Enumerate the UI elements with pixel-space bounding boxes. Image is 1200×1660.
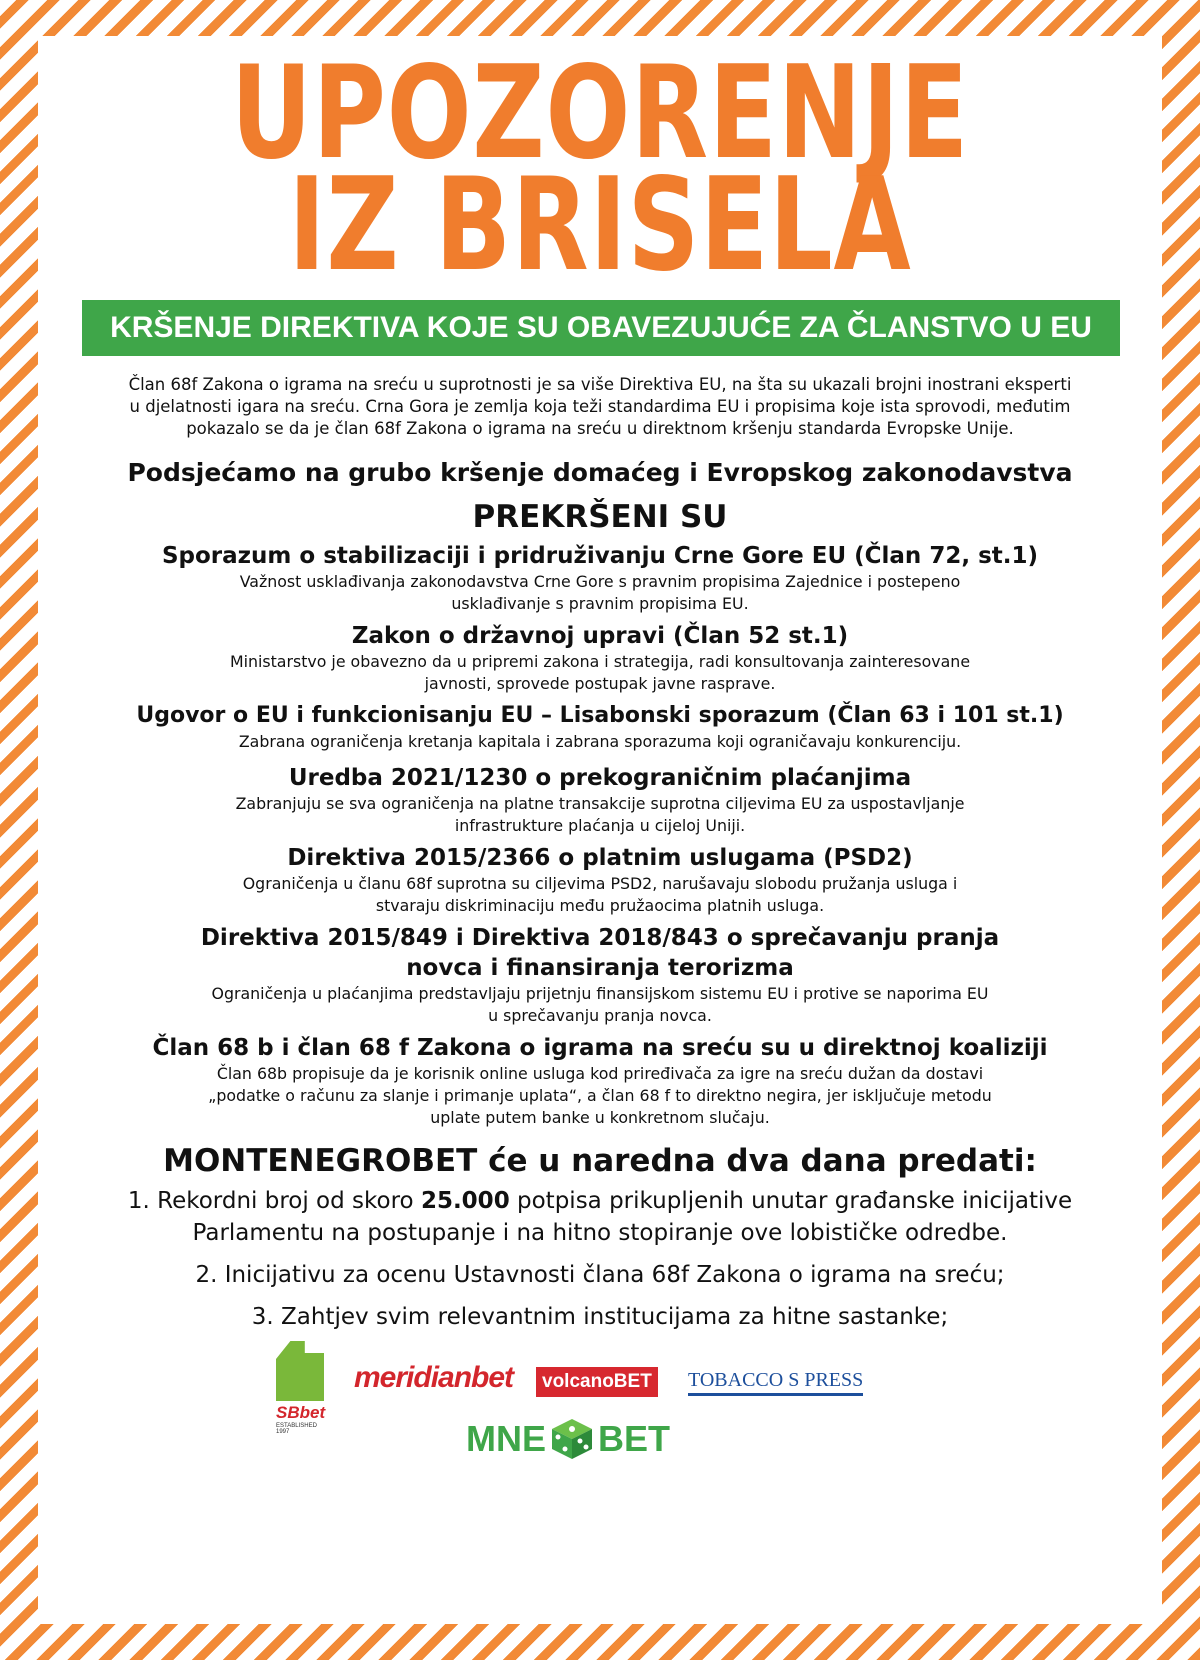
item-title: Član 68 b i član 68 f Zakona o igrama na sreću su u direktnoj koaliziji	[152, 1035, 1048, 1061]
item-desc: Zabrana ograničenja kretanja kapitala i zabrana sporazuma koji ograničavaju konkurenciju.	[238, 732, 962, 751]
green-banner: KRŠENJE DIREKTIVA KOJE SU OBAVEZUJUĆE ZA ČLANSTVO U EU	[82, 300, 1120, 356]
mnebet-mne: MNE	[466, 1418, 546, 1459]
item-desc: Ograničenja u članu 68f suprotna su ciljevima PSD2, narušavaju slobodu pružanja usluga i stvaraju diskriminaciju među pružaocima platnih usluga.	[242, 874, 958, 915]
sbbet-wordmark: SBbet	[276, 1403, 326, 1422]
item-title: Uredba 2021/1230 o prekograničnim plaćanjima	[288, 765, 912, 791]
logo-row	[38, 1341, 1162, 1491]
sbbet-logo	[276, 1341, 326, 1435]
title-line-2: IZ BRISELA	[288, 151, 912, 300]
poster	[38, 36, 1162, 1624]
dice-icon	[550, 1417, 594, 1461]
item-desc: Važnost usklađivanja zakonodavstva Crne Gore s pravnim propisima Zajednice i postepeno usklađivanje s pravnim propisima EU.	[239, 572, 961, 613]
item-desc: Ministarstvo je obavezno da u pripremi zakona i strategija, radi konsultovanja zainteresovane javnosti, sprovede postupak javne rasprave.	[229, 652, 971, 693]
sbbet-established: ESTABLISHED 1997	[276, 1423, 317, 1435]
list-item-1-suffix: potpisa prikupljenih unutar građanske inicijative Parlamentu na postupanje i na hitno stopiranje ove lobističke odredbe.	[192, 1188, 1073, 1246]
item-title: Direktiva 2015/849 i Direktiva 2018/843 o sprečavanju pranja novca i finansiranja terorizma	[200, 925, 1000, 981]
item-title: Sporazum o stabilizaciji i pridruživanju Crne Gore EU (Član 72, st.1)	[161, 543, 1039, 569]
list-item-3: 3. Zahtjev svim relevantnim institucijama za hitne sastanke;	[251, 1304, 949, 1330]
volcanobet-logo: volcanoBET	[536, 1367, 658, 1397]
announce-heading: MONTENEGROBET će u naredna dva dana predati:	[163, 1143, 1037, 1179]
meridianbet-logo: meridianbet	[354, 1361, 514, 1394]
item-desc: Član 68b propisuje da je korisnik online usluga kod priređivača za igre na sreću dužan da dostavi „podatke o računu za slanje i primanje uplata“, a član 68 f to direktno negira, jer isključuje metodu uplate putem banke u konkretnom slučaju.	[208, 1064, 992, 1127]
item-desc: Zabranjuju se sva ograničenja na platne transakcije suprotna ciljevima EU za uspostavljanje infrastrukture plaćanja u cijeloj Uniji.	[235, 794, 965, 835]
mnebet-bet: BET	[598, 1418, 670, 1459]
signature-count: 25.000	[420, 1188, 510, 1214]
item-title: Zakon o državnoj upravi (Član 52 st.1)	[351, 623, 849, 649]
violated-heading: PREKRŠENI SU	[472, 499, 728, 535]
list-item-1-prefix: 1. Rekordni broj od skoro	[127, 1188, 421, 1214]
title-line-1: UPOZORENJE	[230, 39, 970, 188]
intro-paragraph: Član 68f Zakona o igrama na sreću u suprotnosti je sa više Direktiva EU, na šta su ukazali brojni inostrani eksperti u djelatnosti igara na sreću. Crna Gora je zemlja koja teži standardima EU i propisima koje ista sprovodi, međutim pokazalo se da je član 68f Zakona o igrama na sreću u direktnom kršenju standarda Evropske Unije.	[128, 375, 1072, 438]
title-block	[38, 36, 1162, 300]
item-title: Ugovor o EU i funkcionisanju EU – Lisabonski sporazum (Član 63 i 101 st.1)	[136, 703, 1064, 728]
violations-list	[38, 541, 1162, 1129]
item-desc: Ograničenja u plaćanjima predstavljaju prijetnju finansijskom sistemu EU i protive se naporima EU u sprečavanju pranja novca.	[211, 984, 989, 1025]
tobacco-press-logo: TOBACCO S PRESS	[688, 1367, 863, 1396]
reminder-heading: Podsjećamo na grubo kršenje domaćeg i Evropskog zakonodavstva	[127, 458, 1073, 487]
mnebet-logo	[466, 1417, 670, 1461]
sbbet-mark-icon	[276, 1341, 324, 1401]
list-item-2: 2. Inicijativu za ocenu Ustavnosti člana 68f Zakona o igrama na sreću;	[195, 1262, 1005, 1288]
item-title: Direktiva 2015/2366 o platnim uslugama (PSD2)	[287, 845, 913, 871]
list-item-1	[38, 1185, 1162, 1249]
